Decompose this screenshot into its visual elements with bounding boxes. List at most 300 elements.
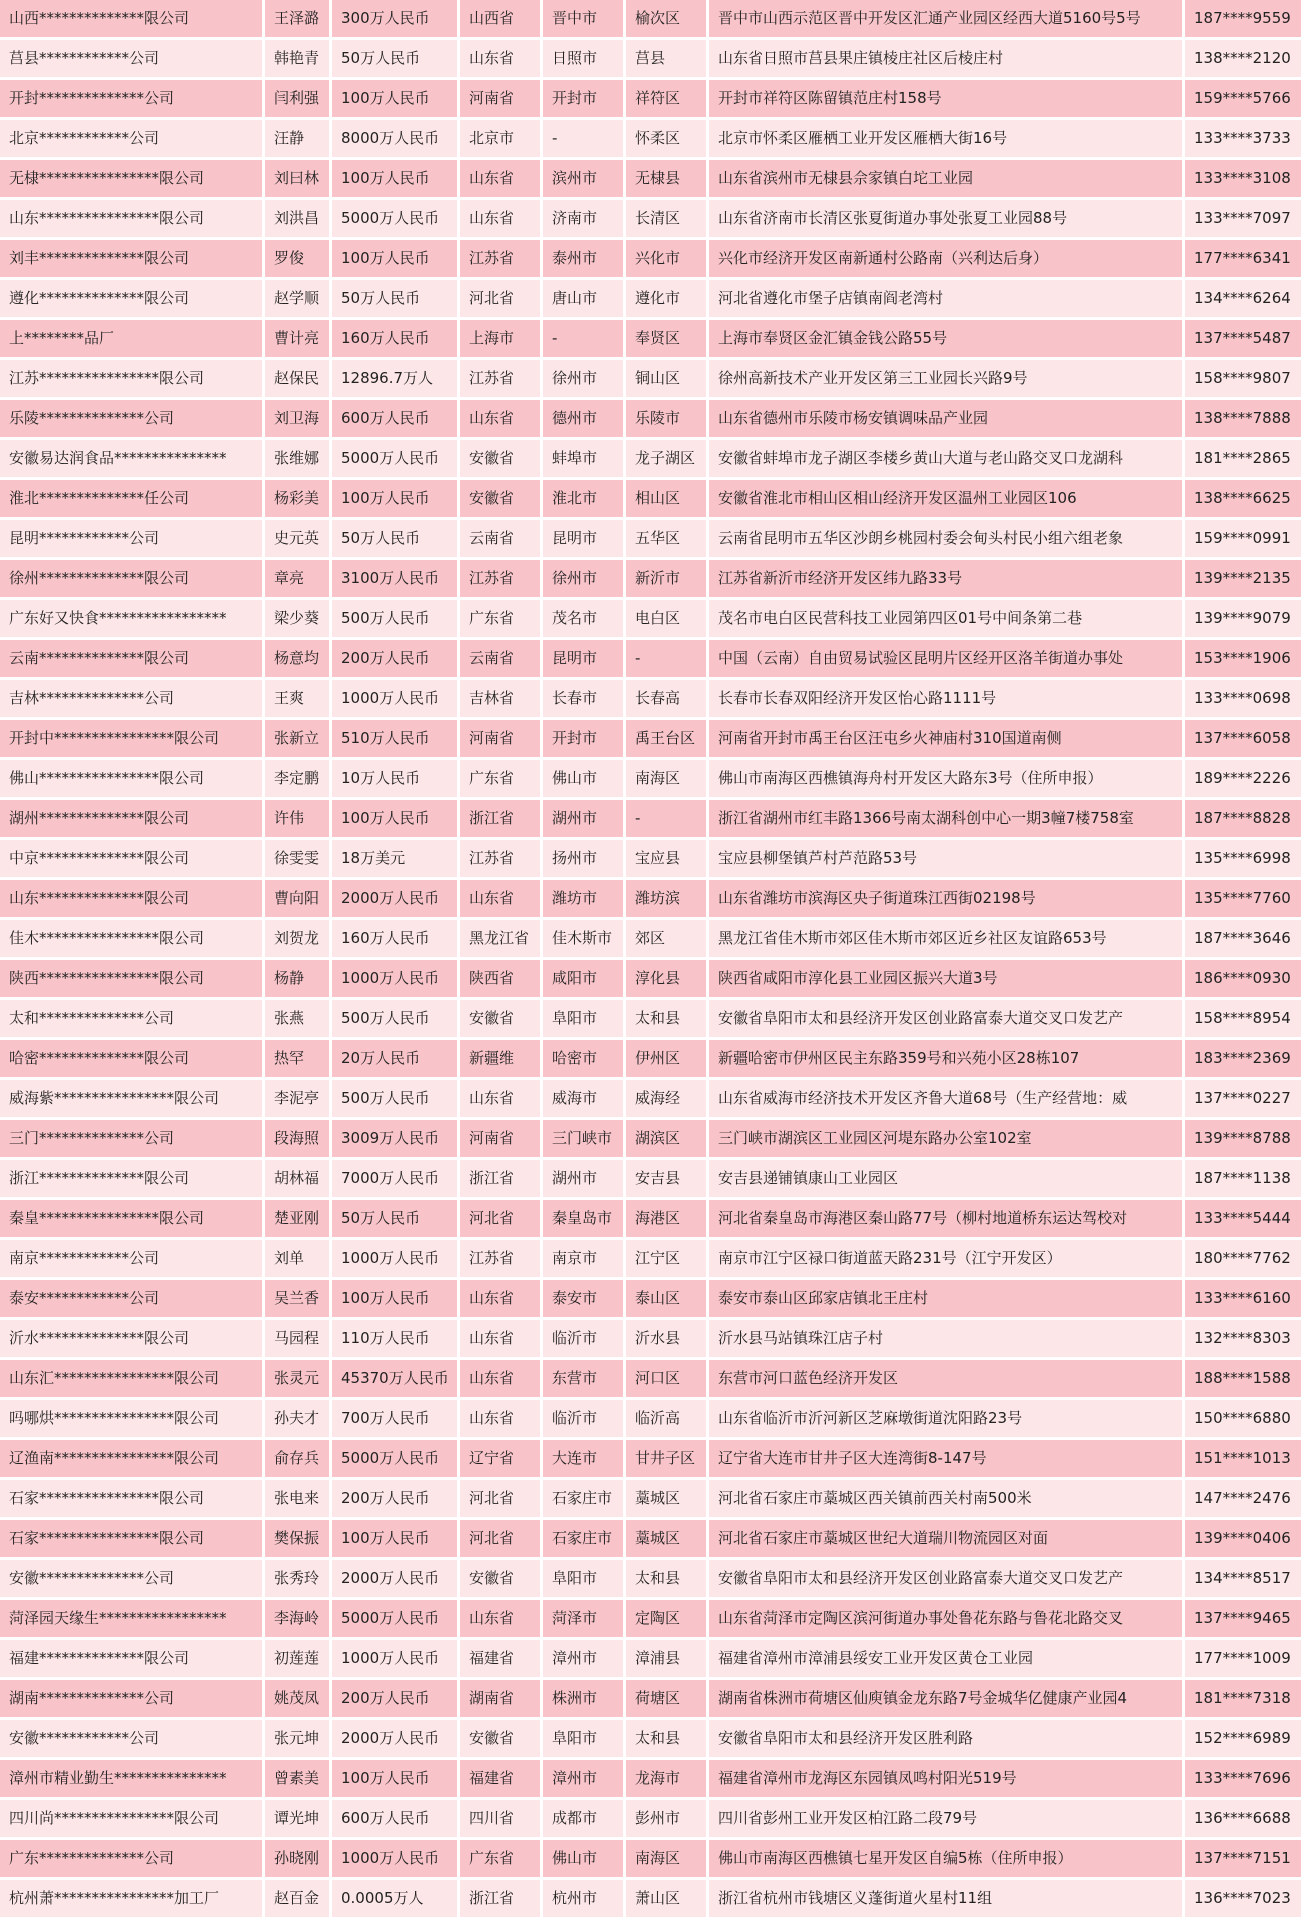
phone-cell: 186****0930	[1185, 960, 1301, 997]
legal-rep-cell: 马园程	[265, 1320, 329, 1357]
legal-rep-cell: 刘曰林	[265, 160, 329, 197]
province-cell: 安徽省	[460, 1000, 540, 1037]
company-name-cell: 杭州萧****************加工厂	[0, 1880, 262, 1917]
district-cell: 临沂高	[626, 1400, 706, 1437]
address-cell: 三门峡市湖滨区工业园区河堤东路办公室102室	[709, 1120, 1182, 1157]
province-cell: 江苏省	[460, 560, 540, 597]
district-cell: 奉贤区	[626, 320, 706, 357]
legal-rep-cell: 俞存兵	[265, 1440, 329, 1477]
phone-cell: 187****9559	[1185, 0, 1301, 37]
city-cell: 佛山市	[543, 760, 623, 797]
province-cell: 广东省	[460, 760, 540, 797]
company-name-cell: 北京************公司	[0, 120, 262, 157]
phone-cell: 177****1009	[1185, 1640, 1301, 1677]
company-name-cell: 乐陵**************公司	[0, 400, 262, 437]
district-cell: 安吉县	[626, 1160, 706, 1197]
province-cell: 福建省	[460, 1640, 540, 1677]
province-cell: 江苏省	[460, 840, 540, 877]
phone-cell: 187****3646	[1185, 920, 1301, 957]
address-cell: 河北省石家庄市藁城区西关镇前西关村南500米	[709, 1480, 1182, 1517]
legal-rep-cell: 赵百金	[265, 1880, 329, 1917]
address-cell: 陕西省咸阳市淳化县工业园区振兴大道3号	[709, 960, 1182, 997]
legal-rep-cell: 曹计亮	[265, 320, 329, 357]
phone-cell: 189****2226	[1185, 760, 1301, 797]
registered-capital-cell: 200万人民币	[332, 1680, 457, 1717]
company-name-cell: 徐州**************限公司	[0, 560, 262, 597]
address-cell: 山东省滨州市无棣县佘家镇白坨工业园	[709, 160, 1182, 197]
company-name-cell: 无棣****************限公司	[0, 160, 262, 197]
legal-rep-cell: 史元英	[265, 520, 329, 557]
district-cell: 太和县	[626, 1000, 706, 1037]
registered-capital-cell: 100万人民币	[332, 160, 457, 197]
registered-capital-cell: 20万人民币	[332, 1040, 457, 1077]
phone-cell: 139****0406	[1185, 1520, 1301, 1557]
registered-capital-cell: 500万人民币	[332, 1000, 457, 1037]
address-cell: 黑龙江省佳木斯市郊区佳木斯市郊区近乡社区友谊路653号	[709, 920, 1182, 957]
address-cell: 安徽省阜阳市太和县经济开发区创业路富泰大道交叉口发艺产	[709, 1560, 1182, 1597]
city-cell: -	[543, 120, 623, 157]
registered-capital-cell: 700万人民币	[332, 1400, 457, 1437]
province-cell: 山东省	[460, 200, 540, 237]
phone-cell: 138****7888	[1185, 400, 1301, 437]
province-cell: 江苏省	[460, 240, 540, 277]
registered-capital-cell: 200万人民币	[332, 640, 457, 677]
registered-capital-cell: 160万人民币	[332, 320, 457, 357]
district-cell: 藁城区	[626, 1520, 706, 1557]
company-name-cell: 安徽************公司	[0, 1720, 262, 1757]
address-cell: 上海市奉贤区金汇镇金钱公路55号	[709, 320, 1182, 357]
district-cell: 无棣县	[626, 160, 706, 197]
legal-rep-cell: 张燕	[265, 1000, 329, 1037]
city-cell: 德州市	[543, 400, 623, 437]
legal-rep-cell: 李定鹏	[265, 760, 329, 797]
legal-rep-cell: 楚亚刚	[265, 1200, 329, 1237]
registered-capital-cell: 500万人民币	[332, 1080, 457, 1117]
legal-rep-cell: 张元坤	[265, 1720, 329, 1757]
registered-capital-cell: 0.0005万人	[332, 1880, 457, 1917]
company-name-cell: 秦皇****************限公司	[0, 1200, 262, 1237]
phone-cell: 152****6989	[1185, 1720, 1301, 1757]
phone-cell: 181****2865	[1185, 440, 1301, 477]
legal-rep-cell: 韩艳青	[265, 40, 329, 77]
district-cell: 祥符区	[626, 80, 706, 117]
district-cell: 甘井子区	[626, 1440, 706, 1477]
city-cell: 三门峡市	[543, 1120, 623, 1157]
province-cell: 山东省	[460, 1320, 540, 1357]
district-cell: 宝应县	[626, 840, 706, 877]
phone-cell: 187****8828	[1185, 800, 1301, 837]
city-cell: 菏泽市	[543, 1600, 623, 1637]
district-cell: 太和县	[626, 1720, 706, 1757]
company-name-cell: 哈密**************限公司	[0, 1040, 262, 1077]
registered-capital-cell: 5000万人民币	[332, 1600, 457, 1637]
company-name-cell: 上********品厂	[0, 320, 262, 357]
address-cell: 湖南省株洲市荷塘区仙庾镇金龙东路7号金城华亿健康产业园4	[709, 1680, 1182, 1717]
province-cell: 新疆维	[460, 1040, 540, 1077]
district-cell: 铜山区	[626, 360, 706, 397]
phone-cell: 133****3108	[1185, 160, 1301, 197]
city-cell: 唐山市	[543, 280, 623, 317]
legal-rep-cell: 姚茂凤	[265, 1680, 329, 1717]
city-cell: 大连市	[543, 1440, 623, 1477]
city-cell: 开封市	[543, 720, 623, 757]
legal-rep-cell: 刘卫海	[265, 400, 329, 437]
address-cell: 长春市长春双阳经济开发区怡心路1111号	[709, 680, 1182, 717]
address-cell: 安吉县递铺镇康山工业园区	[709, 1160, 1182, 1197]
company-name-cell: 吉林**************公司	[0, 680, 262, 717]
address-cell: 开封市祥符区陈留镇范庄村158号	[709, 80, 1182, 117]
city-cell: 咸阳市	[543, 960, 623, 997]
legal-rep-cell: 热罕	[265, 1040, 329, 1077]
company-name-cell: 菏泽园天缘生*****************	[0, 1600, 262, 1637]
phone-cell: 133****7097	[1185, 200, 1301, 237]
district-cell: 五华区	[626, 520, 706, 557]
registered-capital-cell: 2000万人民币	[332, 1720, 457, 1757]
phone-cell: 136****7023	[1185, 1880, 1301, 1917]
company-name-cell: 开封**************公司	[0, 80, 262, 117]
city-cell: 佳木斯市	[543, 920, 623, 957]
legal-rep-cell: 梁少葵	[265, 600, 329, 637]
legal-rep-cell: 杨意均	[265, 640, 329, 677]
company-name-cell: 山东汇****************限公司	[0, 1360, 262, 1397]
city-cell: 长春市	[543, 680, 623, 717]
address-cell: 河北省石家庄市藁城区世纪大道瑞川物流园区对面	[709, 1520, 1182, 1557]
legal-rep-cell: 闫利强	[265, 80, 329, 117]
company-name-cell: 漳州市精业勤生***************	[0, 1760, 262, 1797]
legal-rep-cell: 许伟	[265, 800, 329, 837]
company-name-cell: 吗哪烘****************限公司	[0, 1400, 262, 1437]
address-cell: 山东省济南市长清区张夏街道办事处张夏工业园88号	[709, 200, 1182, 237]
phone-cell: 158****9807	[1185, 360, 1301, 397]
legal-rep-cell: 段海照	[265, 1120, 329, 1157]
city-cell: 日照市	[543, 40, 623, 77]
legal-rep-cell: 徐雯雯	[265, 840, 329, 877]
legal-rep-cell: 赵学顺	[265, 280, 329, 317]
city-cell: 徐州市	[543, 560, 623, 597]
legal-rep-cell: 张新立	[265, 720, 329, 757]
province-cell: 安徽省	[460, 440, 540, 477]
company-name-cell: 沂水**************限公司	[0, 1320, 262, 1357]
registered-capital-cell: 600万人民币	[332, 1800, 457, 1837]
province-cell: 陕西省	[460, 960, 540, 997]
city-cell: 临沂市	[543, 1400, 623, 1437]
company-name-cell: 淮北**************任公司	[0, 480, 262, 517]
province-cell: 广东省	[460, 1840, 540, 1877]
company-name-cell: 佳木****************限公司	[0, 920, 262, 957]
legal-rep-cell: 汪静	[265, 120, 329, 157]
city-cell: 昆明市	[543, 520, 623, 557]
registered-capital-cell: 8000万人民币	[332, 120, 457, 157]
legal-rep-cell: 吴兰香	[265, 1280, 329, 1317]
province-cell: 吉林省	[460, 680, 540, 717]
district-cell: 南海区	[626, 1840, 706, 1877]
district-cell: 太和县	[626, 1560, 706, 1597]
city-cell: 淮北市	[543, 480, 623, 517]
district-cell: 威海经	[626, 1080, 706, 1117]
phone-cell: 133****6160	[1185, 1280, 1301, 1317]
company-name-cell: 湖南**************公司	[0, 1680, 262, 1717]
registered-capital-cell: 100万人民币	[332, 1520, 457, 1557]
phone-cell: 132****8303	[1185, 1320, 1301, 1357]
legal-rep-cell: 杨静	[265, 960, 329, 997]
company-name-cell: 威海紫****************限公司	[0, 1080, 262, 1117]
address-cell: 浙江省杭州市钱塘区义蓬街道火星村11组	[709, 1880, 1182, 1917]
address-cell: 山东省威海市经济技术开发区齐鲁大道68号（生产经营地：威	[709, 1080, 1182, 1117]
city-cell: 佛山市	[543, 1840, 623, 1877]
phone-cell: 183****2369	[1185, 1040, 1301, 1077]
city-cell: 石家庄市	[543, 1520, 623, 1557]
phone-cell: 137****7151	[1185, 1840, 1301, 1877]
legal-rep-cell: 孙晓刚	[265, 1840, 329, 1877]
province-cell: 山东省	[460, 1600, 540, 1637]
company-name-cell: 石家****************限公司	[0, 1480, 262, 1517]
registered-capital-cell: 10万人民币	[332, 760, 457, 797]
phone-cell: 153****1906	[1185, 640, 1301, 677]
district-cell: 电白区	[626, 600, 706, 637]
city-cell: 漳州市	[543, 1640, 623, 1677]
city-cell: 阜阳市	[543, 1000, 623, 1037]
legal-rep-cell: 刘贺龙	[265, 920, 329, 957]
legal-rep-cell: 章亮	[265, 560, 329, 597]
legal-rep-cell: 李泥亭	[265, 1080, 329, 1117]
city-cell: 湖州市	[543, 800, 623, 837]
province-cell: 河北省	[460, 1480, 540, 1517]
phone-cell: 135****6998	[1185, 840, 1301, 877]
company-name-cell: 莒县************公司	[0, 40, 262, 77]
district-cell: -	[626, 640, 706, 677]
company-name-cell: 泰安************公司	[0, 1280, 262, 1317]
district-cell: 郊区	[626, 920, 706, 957]
district-cell: 遵化市	[626, 280, 706, 317]
city-cell: 昆明市	[543, 640, 623, 677]
address-cell: 东营市河口蓝色经济开发区	[709, 1360, 1182, 1397]
district-cell: 长春高	[626, 680, 706, 717]
registered-capital-cell: 5000万人民币	[332, 1440, 457, 1477]
registered-capital-cell: 12896.7万人	[332, 360, 457, 397]
phone-cell: 177****6341	[1185, 240, 1301, 277]
company-name-cell: 刘丰**************限公司	[0, 240, 262, 277]
address-cell: 辽宁省大连市甘井子区大连湾街8-147号	[709, 1440, 1182, 1477]
address-cell: 茂名市电白区民营科技工业园第四区01号中间条第二巷	[709, 600, 1182, 637]
phone-cell: 134****6264	[1185, 280, 1301, 317]
phone-cell: 181****7318	[1185, 1680, 1301, 1717]
city-cell: 阜阳市	[543, 1560, 623, 1597]
province-cell: 山东省	[460, 1360, 540, 1397]
province-cell: 河南省	[460, 1120, 540, 1157]
district-cell: 沂水县	[626, 1320, 706, 1357]
district-cell: 新沂市	[626, 560, 706, 597]
address-cell: 四川省彭州工业开发区柏江路二段79号	[709, 1800, 1182, 1837]
company-name-cell: 安徽**************公司	[0, 1560, 262, 1597]
registered-capital-cell: 1000万人民币	[332, 680, 457, 717]
province-cell: 辽宁省	[460, 1440, 540, 1477]
company-name-cell: 浙江**************限公司	[0, 1160, 262, 1197]
registered-capital-cell: 50万人民币	[332, 1200, 457, 1237]
legal-rep-cell: 王爽	[265, 680, 329, 717]
phone-cell: 133****7696	[1185, 1760, 1301, 1797]
district-cell: 榆次区	[626, 0, 706, 37]
legal-rep-cell: 曹向阳	[265, 880, 329, 917]
address-cell: 新疆哈密市伊州区民主东路359号和兴苑小区28栋107	[709, 1040, 1182, 1077]
registered-capital-cell: 50万人民币	[332, 520, 457, 557]
district-cell: 怀柔区	[626, 120, 706, 157]
company-name-cell: 陕西****************限公司	[0, 960, 262, 997]
registered-capital-cell: 300万人民币	[332, 0, 457, 37]
phone-cell: 158****8954	[1185, 1000, 1301, 1037]
province-cell: 四川省	[460, 1800, 540, 1837]
district-cell: 龙海市	[626, 1760, 706, 1797]
phone-cell: 180****7762	[1185, 1240, 1301, 1277]
legal-rep-cell: 张电来	[265, 1480, 329, 1517]
province-cell: 江苏省	[460, 360, 540, 397]
registered-capital-cell: 1000万人民币	[332, 960, 457, 997]
province-cell: 江苏省	[460, 1240, 540, 1277]
registered-capital-cell: 3100万人民币	[332, 560, 457, 597]
district-cell: 龙子湖区	[626, 440, 706, 477]
phone-cell: 134****8517	[1185, 1560, 1301, 1597]
address-cell: 福建省漳州市漳浦县绥安工业开发区黄仓工业园	[709, 1640, 1182, 1677]
phone-cell: 136****6688	[1185, 1800, 1301, 1837]
city-cell: 滨州市	[543, 160, 623, 197]
province-cell: 山东省	[460, 160, 540, 197]
city-cell: 湖州市	[543, 1160, 623, 1197]
city-cell: 哈密市	[543, 1040, 623, 1077]
district-cell: 泰山区	[626, 1280, 706, 1317]
address-cell: 佛山市南海区西樵镇七星开发区自编5栋（住所申报）	[709, 1840, 1182, 1877]
legal-rep-cell: 刘洪昌	[265, 200, 329, 237]
company-name-cell: 山东**************限公司	[0, 880, 262, 917]
city-cell: 杭州市	[543, 1880, 623, 1917]
company-name-cell: 开封中****************限公司	[0, 720, 262, 757]
company-name-cell: 辽渔南****************限公司	[0, 1440, 262, 1477]
company-name-cell: 昆明************公司	[0, 520, 262, 557]
province-cell: 山东省	[460, 1080, 540, 1117]
city-cell: 晋中市	[543, 0, 623, 37]
city-cell: 茂名市	[543, 600, 623, 637]
city-cell: 漳州市	[543, 1760, 623, 1797]
province-cell: 黑龙江省	[460, 920, 540, 957]
company-name-cell: 南京************公司	[0, 1240, 262, 1277]
district-cell: 潍坊滨	[626, 880, 706, 917]
company-name-cell: 广东**************公司	[0, 1840, 262, 1877]
company-name-cell: 福建**************限公司	[0, 1640, 262, 1677]
phone-cell: 139****2135	[1185, 560, 1301, 597]
phone-cell: 133****5444	[1185, 1200, 1301, 1237]
registered-capital-cell: 1000万人民币	[332, 1840, 457, 1877]
registered-capital-cell: 2000万人民币	[332, 880, 457, 917]
phone-cell: 138****6625	[1185, 480, 1301, 517]
legal-rep-cell: 初莲莲	[265, 1640, 329, 1677]
legal-rep-cell: 王泽潞	[265, 0, 329, 37]
legal-rep-cell: 孙夫才	[265, 1400, 329, 1437]
district-cell: 海港区	[626, 1200, 706, 1237]
province-cell: 山东省	[460, 1400, 540, 1437]
province-cell: 河北省	[460, 280, 540, 317]
address-cell: 云南省昆明市五华区沙朗乡桃园村委会甸头村民小组六组老象	[709, 520, 1182, 557]
company-name-cell: 中京**************限公司	[0, 840, 262, 877]
province-cell: 北京市	[460, 120, 540, 157]
legal-rep-cell: 刘单	[265, 1240, 329, 1277]
city-cell: 泰州市	[543, 240, 623, 277]
city-cell: 威海市	[543, 1080, 623, 1117]
district-cell: 萧山区	[626, 1880, 706, 1917]
address-cell: 安徽省阜阳市太和县经济开发区创业路富泰大道交叉口发艺产	[709, 1000, 1182, 1037]
registered-capital-cell: 160万人民币	[332, 920, 457, 957]
district-cell: 漳浦县	[626, 1640, 706, 1677]
province-cell: 湖南省	[460, 1680, 540, 1717]
phone-cell: 188****1588	[1185, 1360, 1301, 1397]
province-cell: 山东省	[460, 400, 540, 437]
legal-rep-cell: 谭光坤	[265, 1800, 329, 1837]
registered-capital-cell: 5000万人民币	[332, 200, 457, 237]
province-cell: 山西省	[460, 0, 540, 37]
province-cell: 浙江省	[460, 1160, 540, 1197]
province-cell: 云南省	[460, 520, 540, 557]
city-cell: 株洲市	[543, 1680, 623, 1717]
phone-cell: 137****9465	[1185, 1600, 1301, 1637]
province-cell: 浙江省	[460, 800, 540, 837]
address-cell: 泰安市泰山区邱家店镇北王庄村	[709, 1280, 1182, 1317]
registered-capital-cell: 100万人民币	[332, 1280, 457, 1317]
company-name-cell: 江苏****************限公司	[0, 360, 262, 397]
address-cell: 山东省德州市乐陵市杨安镇调味品产业园	[709, 400, 1182, 437]
registered-capital-cell: 45370万人民币	[332, 1360, 457, 1397]
registered-capital-cell: 1000万人民币	[332, 1240, 457, 1277]
company-name-cell: 山西**************限公司	[0, 0, 262, 37]
district-cell: 长清区	[626, 200, 706, 237]
registered-capital-cell: 100万人民币	[332, 240, 457, 277]
registered-capital-cell: 100万人民币	[332, 1760, 457, 1797]
legal-rep-cell: 胡林福	[265, 1160, 329, 1197]
address-cell: 山东省临沂市沂河新区芝麻墩街道沈阳路23号	[709, 1400, 1182, 1437]
city-cell: 成都市	[543, 1800, 623, 1837]
district-cell: 乐陵市	[626, 400, 706, 437]
district-cell: 湖滨区	[626, 1120, 706, 1157]
phone-cell: 159****0991	[1185, 520, 1301, 557]
address-cell: 南京市江宁区禄口街道蓝天路231号（江宁开发区）	[709, 1240, 1182, 1277]
address-cell: 晋中市山西示范区晋中开发区汇通产业园区经西大道5160号5号	[709, 0, 1182, 37]
city-cell: 泰安市	[543, 1280, 623, 1317]
phone-cell: 138****2120	[1185, 40, 1301, 77]
district-cell: 定陶区	[626, 1600, 706, 1637]
address-cell: 浙江省湖州市红丰路1366号南太湖科创中心一期3幢7楼758室	[709, 800, 1182, 837]
legal-rep-cell: 罗俊	[265, 240, 329, 277]
district-cell: 兴化市	[626, 240, 706, 277]
district-cell: -	[626, 800, 706, 837]
legal-rep-cell: 张维娜	[265, 440, 329, 477]
city-cell: -	[543, 320, 623, 357]
district-cell: 荷塘区	[626, 1680, 706, 1717]
company-name-cell: 遵化**************限公司	[0, 280, 262, 317]
registered-capital-cell: 110万人民币	[332, 1320, 457, 1357]
city-cell: 开封市	[543, 80, 623, 117]
address-cell: 沂水县马站镇珠江店子村	[709, 1320, 1182, 1357]
province-cell: 河北省	[460, 1520, 540, 1557]
address-cell: 山东省日照市莒县果庄镇棱庄社区后棱庄村	[709, 40, 1182, 77]
registered-capital-cell: 50万人民币	[332, 40, 457, 77]
district-cell: 彭州市	[626, 1800, 706, 1837]
legal-rep-cell: 张秀玲	[265, 1560, 329, 1597]
city-cell: 秦皇岛市	[543, 1200, 623, 1237]
registered-capital-cell: 18万美元	[332, 840, 457, 877]
address-cell: 山东省菏泽市定陶区滨河街道办事处鲁花东路与鲁花北路交叉	[709, 1600, 1182, 1637]
province-cell: 安徽省	[460, 480, 540, 517]
registered-capital-cell: 1000万人民币	[332, 1640, 457, 1677]
address-cell: 河北省秦皇岛市海港区秦山路77号（柳村地道桥东运达驾校对	[709, 1200, 1182, 1237]
company-name-cell: 广东好又快食*****************	[0, 600, 262, 637]
registered-capital-cell: 5000万人民币	[332, 440, 457, 477]
registered-capital-cell: 2000万人民币	[332, 1560, 457, 1597]
